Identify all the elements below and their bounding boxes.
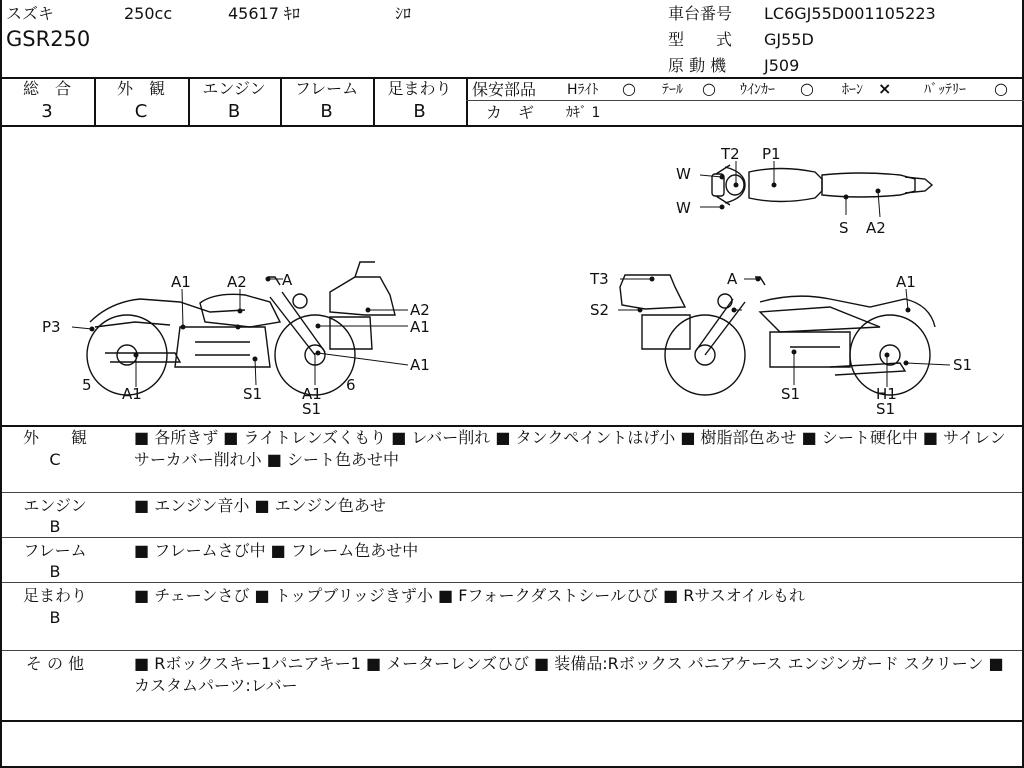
remark-label-exterior: 外 観 <box>22 428 87 447</box>
bike-top-view <box>712 165 932 205</box>
diagram-label: A2 <box>227 273 247 291</box>
remark-grade-frame: B <box>49 562 61 581</box>
divider-remark-4 <box>0 650 1024 651</box>
divider-remark-3 <box>0 582 1024 583</box>
safety-item-horn: ﾎｰﾝ <box>842 82 863 98</box>
remark-text-suspension: ■ チェーンさび ■ トップブリッジきず小 ■ Fフォークダストシールひび ■ Rサスオイルもれ <box>134 586 805 605</box>
remark-text-engine: ■ エンジン音小 ■ エンジン色あせ <box>134 496 386 515</box>
diagram-label: A1 <box>410 318 430 336</box>
engine-value: J509 <box>764 56 800 75</box>
remark-label-suspension: 足まわり <box>22 586 87 605</box>
remark-text-frame: ■ フレームさび中 ■ フレーム色あせ中 <box>134 541 419 560</box>
divider-remark-1 <box>0 492 1024 493</box>
diagram-label: A2 <box>410 301 430 319</box>
key-label: カ ギ <box>486 103 535 122</box>
safety-mark-headlight: ○ <box>622 79 636 98</box>
diagram-label: A <box>282 271 293 289</box>
safety-divider <box>466 100 1024 101</box>
diagram-label: P1 <box>762 145 781 163</box>
grade-col-divider <box>466 77 468 125</box>
remark-grade-suspension: B <box>49 608 61 627</box>
grade-header-suspension: 足まわり <box>387 79 452 98</box>
diagram-label: 6 <box>346 376 356 394</box>
remark-label-other: そ の 他 <box>25 654 85 673</box>
damage-diagram <box>0 127 1024 425</box>
safety-mark-battery: ○ <box>994 79 1008 98</box>
diagram-label: S1 <box>781 385 801 403</box>
diagram-label: A1 <box>410 356 430 374</box>
grade-suspension: B <box>413 101 426 122</box>
remark-text-other: ■ Rボックスキー1パニアキー1 ■ メーターレンズひび ■ 装備品:Rボックス パニアケース エンジンガード スクリーン ■カスタムパーツ:レバー <box>134 654 1004 695</box>
diagram-label: H1 <box>876 385 897 403</box>
diagram-label: S <box>839 219 849 237</box>
model-name: GSR250 <box>6 27 91 51</box>
safety-mark-tail: ○ <box>702 79 716 98</box>
grade-header-engine: エンジン <box>202 79 266 98</box>
frame-no: LC6GJ55D001105223 <box>764 4 936 23</box>
mileage: 45617 ｷﾛ <box>228 4 300 23</box>
diagram-label: S1 <box>302 400 322 418</box>
safety-item-tail: ﾃｰﾙ <box>662 82 683 98</box>
safety-item-battery: ﾊﾞｯﾃﾘｰ <box>924 82 966 98</box>
diagram-label: A1 <box>896 273 916 291</box>
grade-header-frame: フレーム <box>294 79 359 98</box>
key-value: ｶｷﾞ 1 <box>566 105 601 121</box>
remark-label-frame: フレーム <box>23 541 87 560</box>
grade-total: 3 <box>41 101 53 122</box>
diagram-label: P3 <box>42 318 61 336</box>
remark-text-exterior: ■ 各所きず ■ ライトレンズくもり ■ レバー削れ ■ タンクペイントはげ小 ■ 樹脂部色あせ ■ シート硬化中 ■ サイレンサーカバー削れ小 ■ シート色あせ中 <box>134 428 1006 469</box>
grade-header-exterior: 外 観 <box>116 79 165 98</box>
diagram-label: W <box>676 165 691 183</box>
displacement: 250cc <box>124 4 173 23</box>
safety-item-winker: ｳｲﾝｶｰ <box>740 82 775 98</box>
safety-mark-winker: ○ <box>800 79 814 98</box>
diagram-label: A1 <box>171 273 191 291</box>
grade-engine: B <box>227 101 241 122</box>
diagram-label: W <box>676 199 691 217</box>
diagram-label: S2 <box>590 301 610 319</box>
diagram-label: S1 <box>953 356 973 374</box>
frame-no-label: 車台番号 <box>668 4 733 23</box>
diagram-label: 5 <box>82 376 92 394</box>
grade-frame: B <box>320 101 333 122</box>
divider-remark-5 <box>0 720 1024 722</box>
safety-item-headlight: Hﾗｲﾄ <box>567 82 599 98</box>
diagram-label: A2 <box>866 219 886 237</box>
diagram-label: A <box>727 270 738 288</box>
safety-label: 保安部品 <box>472 80 537 99</box>
engine-label: 原 動 機 <box>668 56 727 75</box>
diagram-label: A1 <box>122 385 142 403</box>
divider-remark-2 <box>0 537 1024 538</box>
diagram-label: T2 <box>721 145 740 163</box>
type-label: 型 式 <box>668 30 733 49</box>
diagram-label: S1 <box>243 385 263 403</box>
safety-mark-horn: × <box>878 79 892 98</box>
body-color: ｼﾛ <box>395 4 412 23</box>
diagram-label: T3 <box>590 270 609 288</box>
diagram-label: A1 <box>302 385 322 403</box>
type-value: GJ55D <box>764 30 814 49</box>
diagram-label: S1 <box>876 400 896 418</box>
grade-header-total: 総 合 <box>22 79 71 98</box>
bike-right-view <box>620 275 935 395</box>
remark-label-engine: エンジン <box>23 496 87 515</box>
maker: スズキ <box>6 4 55 23</box>
remark-grade-engine: B <box>49 517 61 536</box>
remark-grade-exterior: C <box>49 450 61 469</box>
grade-exterior: C <box>134 101 148 122</box>
